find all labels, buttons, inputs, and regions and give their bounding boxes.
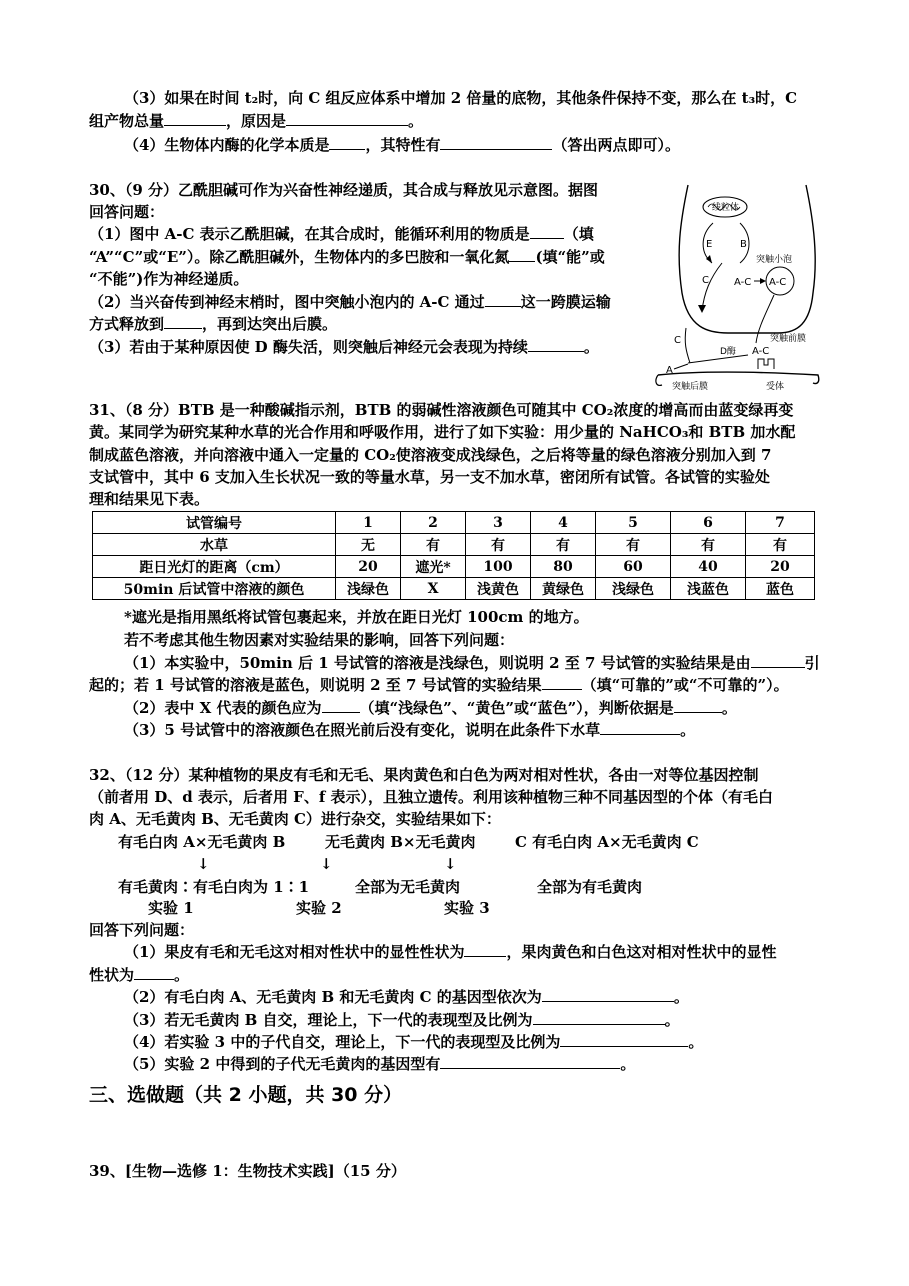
- label-ac2: A-C: [769, 277, 787, 288]
- table-cell: 6: [671, 512, 746, 534]
- presynaptic-membrane-label: 突触前膜: [770, 334, 807, 344]
- answer-blank[interactable]: [530, 224, 564, 239]
- table-cell: 黄绿色: [531, 578, 596, 600]
- table-row: [93, 556, 815, 578]
- q31-p3: （3）5 号试管中的溶液颜色在照光前后没有变化，说明在此条件下水草 。: [124, 721, 696, 739]
- answer-blank[interactable]: [509, 247, 535, 262]
- q31-stem-1: 31、（8 分）BTB 是一种酸碱指示剂，BTB 的弱碱性溶液颜色可随其中 CO₂浓度的增高而由蓝变绿再变: [89, 401, 794, 419]
- table-cell: 浅绿色: [596, 578, 671, 600]
- answer-blank[interactable]: [528, 337, 584, 352]
- receptor-label: 受体: [766, 382, 785, 392]
- table-cell: 浅黄色: [466, 578, 531, 600]
- label-c1: C: [702, 275, 709, 286]
- answer-blank[interactable]: [440, 135, 552, 150]
- q31-stem-4: 支试管中，其中 6 支加入生长状况一致的等量水草，另一支不加水草，密闭所有试管。各试管的实验处: [89, 468, 770, 486]
- q30-p2-line2: 方式释放到 ，再到达突出后膜。: [89, 315, 338, 333]
- q32-p2: （2）有毛白肉 A、无毛黄肉 B 和无毛黄肉 C 的基因型依次为 。: [124, 988, 689, 1006]
- answer-blank[interactable]: [674, 698, 722, 713]
- q32-stem-1: 32、（12 分）某种植物的果皮有毛和无毛、果肉黄色和白色为两对相对性状，各由一对等位基因控制: [89, 766, 759, 784]
- table-row: [93, 534, 815, 556]
- table-cell: 有: [401, 534, 466, 556]
- q32-p5: （5）实验 2 中得到的子代无毛黄肉的基因型有 。: [124, 1055, 636, 1073]
- table-cell: X: [401, 578, 466, 600]
- table-cell: 浅绿色: [336, 578, 401, 600]
- q31-stem-2: 黄。某同学为研究某种水草的光合作用和呼吸作用，进行了如下实验：用少量的 NaHCO₃和 BTB 加水配: [89, 423, 796, 441]
- table-cell: 2: [401, 512, 466, 534]
- answer-blank[interactable]: [751, 653, 805, 668]
- q32-p1-line1: （1）果皮有毛和无毛这对相对性状中的显性性状为 ，果肉黄色和白色这对相对性状中的显性: [124, 943, 777, 961]
- q30-stem-2: 回答问题：: [89, 203, 165, 221]
- arrow-down-icon: ↓: [444, 855, 457, 873]
- table-cell: 20: [336, 556, 401, 578]
- table-row: [93, 578, 815, 600]
- result-3: 全部为有毛黄肉: [537, 878, 643, 896]
- q29-p3-line1: （3）如果在时间 t₂时，向 C 组反应体系中增加 2 倍量的底物，其他条件保持不变，那么在 t₃时，C: [124, 89, 798, 107]
- table-cell: 20: [746, 556, 815, 578]
- table-cell: 试管编号: [93, 512, 336, 534]
- table-cell: 80: [531, 556, 596, 578]
- experiment-1-label: 实验 1: [148, 899, 194, 917]
- table-cell: 水草: [93, 534, 336, 556]
- cross-1: 有毛白肉 A×无毛黄肉 B: [118, 833, 286, 851]
- cross-3: C 有毛白肉 A×无毛黄肉 C: [515, 833, 699, 851]
- label-ac3: A-C: [752, 346, 770, 357]
- q30-p1-line3: “不能”)作为神经递质。: [89, 270, 249, 288]
- table-cell: 有: [746, 534, 815, 556]
- q31-p1-line1: （1）本实验中，50min 后 1 号试管的溶液是浅绿色，则说明 2 至 7 号试管的实验结果是由 引: [124, 654, 820, 672]
- vesicle-label: 突触小泡: [756, 255, 793, 265]
- q32-p3: （3）若无毛黄肉 B 自交，理论上，下一代的表现型及比例为 。: [124, 1011, 680, 1029]
- answer-blank[interactable]: [286, 111, 408, 126]
- answer-blank[interactable]: [542, 987, 674, 1002]
- experiment-2-label: 实验 2: [296, 899, 342, 917]
- answer-blank[interactable]: [134, 965, 174, 980]
- q31-stem-5: 理和结果见下表。: [89, 490, 210, 508]
- label-ac1: A-C: [734, 277, 752, 288]
- arrow-down-icon: ↓: [320, 855, 333, 873]
- table-cell: 7: [746, 512, 815, 534]
- label-a: A: [666, 365, 673, 376]
- q31-p2: （2）表中 X 代表的颜色应为 （填“浅绿色”、“黄色”或“蓝色”），判断依据是 。: [124, 699, 737, 717]
- table-cell: 浅蓝色: [671, 578, 746, 600]
- q32-lead: 回答下列问题：: [89, 921, 195, 939]
- result-2: 全部为无毛黄肉: [355, 878, 461, 896]
- table-cell: 1: [336, 512, 401, 534]
- label-c2: C: [674, 335, 681, 346]
- q31-lead: 若不考虑其他生物因素对实验结果的影响，回答下列问题：: [124, 631, 515, 649]
- experiment-3-label: 实验 3: [444, 899, 490, 917]
- d-enzyme-label: D酶: [720, 347, 736, 357]
- answer-blank[interactable]: [464, 942, 506, 957]
- answer-blank[interactable]: [322, 698, 360, 713]
- answer-blank[interactable]: [164, 314, 202, 329]
- table-cell: 有: [596, 534, 671, 556]
- table-cell: 100: [466, 556, 531, 578]
- table-cell: 蓝色: [746, 578, 815, 600]
- postsynaptic-membrane-label: 突触后膜: [672, 382, 709, 392]
- table-cell: 遮光*: [401, 556, 466, 578]
- answer-blank[interactable]: [164, 111, 226, 126]
- q32-p4: （4）若实验 3 中的子代自交，理论上，下一代的表现型及比例为 。: [124, 1033, 704, 1051]
- table-row: [93, 512, 815, 534]
- label-e: E: [706, 239, 713, 250]
- table-cell: 距日光灯的距离（cm）: [93, 556, 336, 578]
- label-b: B: [740, 239, 747, 250]
- result-1: 有毛黄肉∶有毛白肉为 1∶1: [118, 878, 310, 896]
- table-cell: 50min 后试管中溶液的颜色: [93, 578, 336, 600]
- q32-p1-line2: 性状为 。: [89, 966, 190, 984]
- q31-table-note: *遮光是指用黑纸将试管包裹起来，并放在距日光灯 100cm 的地方。: [124, 608, 589, 626]
- table-cell: 4: [531, 512, 596, 534]
- table-cell: 无: [336, 534, 401, 556]
- section-heading: 三、选做题（共 2 小题，共 30 分）: [89, 1084, 403, 1106]
- q30-p1-line1: （1）图中 A-C 表示乙酰胆碱，在其合成时，能循环利用的物质是 （填: [89, 225, 594, 243]
- q29-p4: （4）生物体内酶的化学本质是 ，其特性有 （答出两点即可）。: [124, 136, 680, 154]
- q30-p2-line1: （2）当兴奋传到神经末梢时，图中突触小泡内的 A-C 通过 这一跨膜运输: [89, 293, 611, 311]
- answer-blank[interactable]: [440, 1054, 620, 1069]
- q39-heading: 39、[生物—选修 1：生物技术实践]（15 分）: [89, 1162, 406, 1180]
- answer-blank[interactable]: [329, 135, 365, 150]
- table-cell: 3: [466, 512, 531, 534]
- answer-blank[interactable]: [560, 1032, 688, 1047]
- table-cell: 有: [466, 534, 531, 556]
- q30-p1-line2: “A”“C”或“E”）。除乙酰胆碱外，生物体内的多巴胺和一氧化氮 (填“能”或: [89, 248, 605, 266]
- arrow-down-icon: ↓: [197, 855, 210, 873]
- cross-2: 无毛黄肉 B×无毛黄肉: [325, 833, 476, 851]
- q32-stem-3: 肉 A、无毛黄肉 B、无毛黄肉 C）进行杂交，实验结果如下：: [89, 810, 501, 828]
- q30-p3: （3）若由于某种原因使 D 酶失活，则突触后神经元会表现为持续 。: [89, 338, 599, 356]
- experiment-table: [92, 511, 815, 600]
- mitochondrion-label: 线粒体: [712, 203, 740, 213]
- q31-stem-3: 制成蓝色溶液，并向溶液中通入一定量的 CO₂使溶液变成浅绿色，之后将等量的绿色溶液分别加入到 7: [89, 446, 772, 464]
- answer-blank[interactable]: [533, 1010, 665, 1025]
- table-cell: 有: [531, 534, 596, 556]
- q32-stem-2: （前者用 D、d 表示，后者用 F、f 表示），且独立遗传。利用该种植物三种不同基因型的个体（有毛白: [89, 788, 773, 806]
- table-cell: 有: [671, 534, 746, 556]
- answer-blank[interactable]: [542, 675, 582, 690]
- q30-stem: 30、（9 分）乙酰胆碱可作为兴奋性神经递质，其合成与释放见示意图。据图: [89, 181, 599, 199]
- answer-blank[interactable]: [485, 292, 521, 307]
- q31-p1-line2: 起的；若 1 号试管的溶液是蓝色，则说明 2 至 7 号试管的实验结果 （填“可靠的”或“不可靠的”）。: [89, 676, 789, 694]
- q29-p3-line2: 组产物总量 ，原因是 。: [89, 112, 424, 130]
- table-cell: 60: [596, 556, 671, 578]
- table-cell: 40: [671, 556, 746, 578]
- answer-blank[interactable]: [600, 720, 680, 735]
- table-cell: 5: [596, 512, 671, 534]
- synapse-diagram: [648, 183, 828, 393]
